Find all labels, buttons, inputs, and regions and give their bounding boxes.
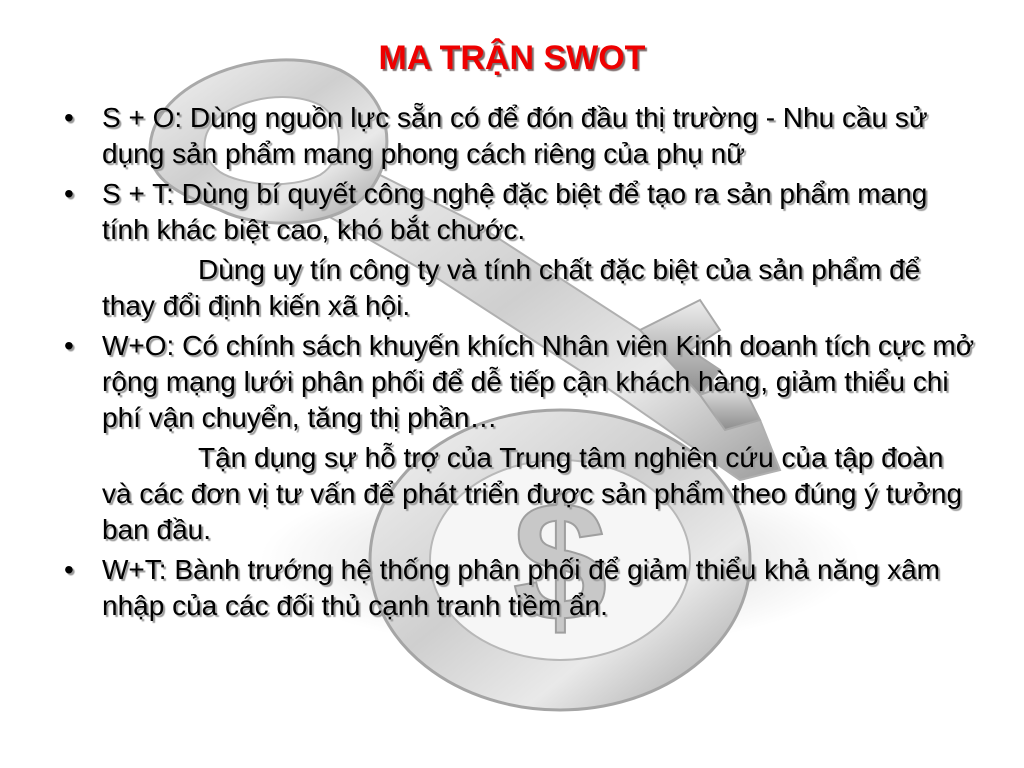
paragraph-text: Tận dụng sự hỗ trợ của Trung tâm nghiên cứu của tập đoàn và các đơn vị tư vấn để phát triển được sản phẩm theo đúng ý tưởng ban đầu. (102, 442, 963, 545)
continuation-paragraph-wo (60, 440, 980, 548)
bullet-text: S + T: Dùng bí quyết công nghệ đặc biệt để tạo ra sản phẩm mang tính khác biệt cao, khó bắt chước. (102, 178, 928, 245)
paragraph-text: Dùng uy tín công ty và tính chất đặc biệt của sản phẩm để thay đổi định kiến xã hội. (102, 254, 921, 321)
bullet-item-wo (60, 328, 980, 436)
svg-text:$: $ (512, 467, 608, 657)
bullet-item-so (60, 100, 980, 172)
bullet-text: S + O: Dùng nguồn lực sẵn có để đón đầu thị trường - Nhu cầu sử dụng sản phẩm mang phong cách riêng của phụ nữ (102, 102, 928, 169)
bullet-text: W+T: Bành trướng hệ thống phân phối để giảm thiểu khả năng xâm nhập của các đối thủ cạnh tranh tiềm ẩn. (102, 554, 940, 621)
bullet-icon: • (64, 178, 74, 209)
bullet-icon: • (64, 102, 74, 133)
bullet-text: W+O: Có chính sách khuyến khích Nhân viên Kinh doanh tích cực mở rộng mạng lưới phân phối để dễ tiếp cận khách hàng, giảm thiểu chi phí vận chuyển, tăng thị phần… (102, 330, 975, 433)
bullet-icon: • (64, 554, 74, 585)
bullet-item-wt (60, 552, 980, 624)
bullet-item-st (60, 176, 980, 248)
slide-body (60, 100, 980, 628)
bullet-icon: • (64, 330, 74, 361)
slide-title: MA TRẬN SWOT (378, 39, 646, 77)
continuation-paragraph-st (60, 252, 980, 324)
